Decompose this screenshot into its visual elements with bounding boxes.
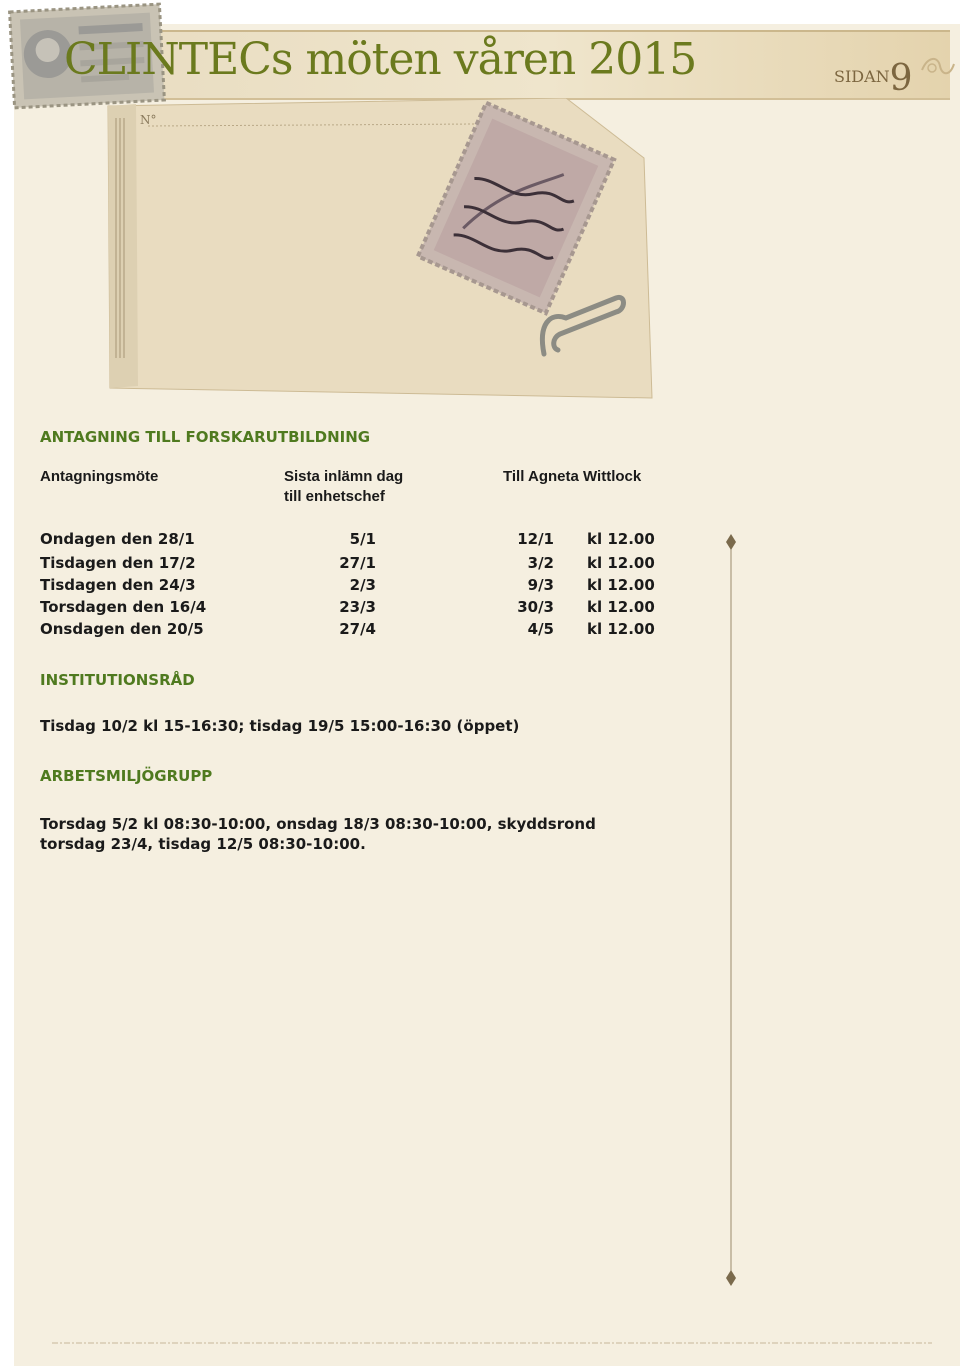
column-header-agneta: Till Agneta Wittlock xyxy=(503,468,642,485)
agneta-date: 12/1 xyxy=(517,530,554,548)
deadline-time: kl 12.00 xyxy=(587,598,655,616)
table-row xyxy=(0,576,960,598)
page-number xyxy=(834,50,913,99)
page-number-value: 9 xyxy=(889,58,913,99)
arbetsmiljogrupp-line: Torsdag 5/2 kl 08:30-10:00, onsdag 18/3 08:30-10:00, skyddsrond xyxy=(40,815,596,833)
deadline-date: 2/3 xyxy=(349,576,376,594)
flourish-ornament-icon xyxy=(920,52,956,82)
arbetsmiljogrupp-line: torsdag 23/4, tisdag 12/5 08:30-10:00. xyxy=(40,835,366,853)
column-header-sista-inlamn xyxy=(284,467,403,507)
deadline-time: kl 12.00 xyxy=(587,554,655,572)
deadline-time: kl 12.00 xyxy=(587,576,655,594)
column-header-antagningsmote: Antagningsmöte xyxy=(40,468,159,485)
meeting-day: Onsdagen den 20/5 xyxy=(40,620,204,638)
table-row xyxy=(0,554,960,576)
vintage-letter-image xyxy=(96,98,656,404)
deadline-date: 27/1 xyxy=(339,554,376,572)
bottom-divider xyxy=(52,1340,932,1346)
meeting-day: Ondagen den 28/1 xyxy=(40,530,195,548)
deadline-time: kl 12.00 xyxy=(587,530,655,548)
deadline-date: 23/3 xyxy=(339,598,376,616)
meeting-day: Torsdagen den 16/4 xyxy=(40,598,207,616)
meeting-day: Tisdagen den 17/2 xyxy=(40,554,196,572)
section-heading-arbetsmiljogrupp: ARBETSMILJÖGRUPP xyxy=(40,767,213,785)
meeting-day: Tisdagen den 24/3 xyxy=(40,576,196,594)
page-label: SIDAN xyxy=(834,67,890,86)
arbetsmiljogrupp-text xyxy=(40,814,596,854)
agneta-date: 3/2 xyxy=(527,554,554,572)
page-title: CLINTECs möten våren 2015 xyxy=(64,34,697,85)
deadline-date: 27/4 xyxy=(339,620,376,638)
institutionsrad-text: Tisdag 10/2 kl 15-16:30; tisdag 19/5 15:00-16:30 (öppet) xyxy=(40,717,520,735)
section-heading-institutionsrad: INSTITUTIONSRÅD xyxy=(40,671,195,689)
agneta-date: 9/3 xyxy=(527,576,554,594)
table-row xyxy=(0,620,960,642)
deadline-date: 5/1 xyxy=(349,530,376,548)
agneta-date: 4/5 xyxy=(527,620,554,638)
deadline-time: kl 12.00 xyxy=(587,620,655,638)
section-heading-antagning: ANTAGNING TILL FORSKARUTBILDNING xyxy=(40,428,371,446)
table-row xyxy=(0,530,960,552)
agneta-date: 30/3 xyxy=(517,598,554,616)
column-header-line: till enhetschef xyxy=(284,488,385,505)
letter-number-label: N° xyxy=(140,113,157,127)
table-row xyxy=(0,598,960,620)
column-header-line: Sista inlämn dag xyxy=(284,468,404,485)
vertical-divider-ornament xyxy=(724,534,738,1286)
